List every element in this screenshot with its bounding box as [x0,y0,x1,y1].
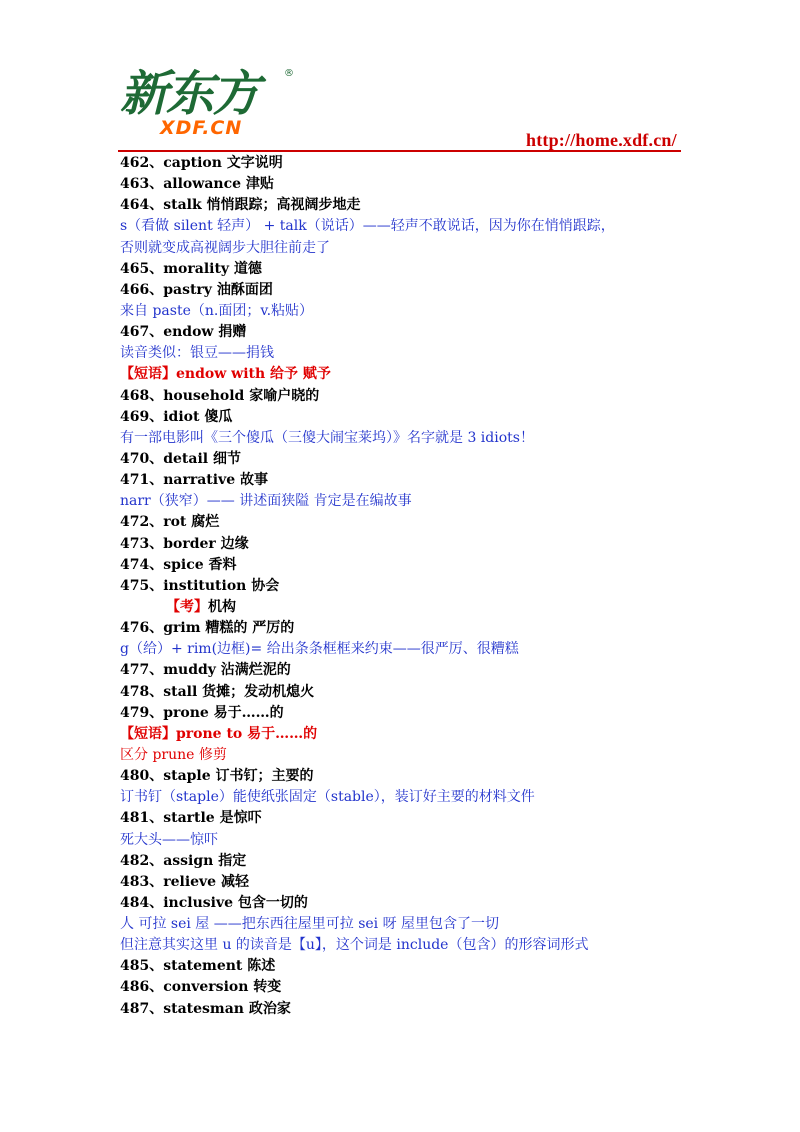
mnemonic-note: 但注意其实这里 u 的读音是【u】，这个词是 include（包含）的形容词形式 [120,937,589,954]
xdf-logo-graphic [118,62,298,140]
vocab-entry: 484、inclusive 包含一切的 [120,894,308,911]
vocab-list [120,153,690,1020]
mnemonic-note: 订书钉（staple）能使纸张固定（stable），装订好主要的材料文件 [120,789,535,806]
vocab-entry: 462、caption 文字说明 [120,155,283,171]
vocab-entry: 463、allowance 津贴 [120,176,274,193]
vocab-entry: 477、muddy 沾满烂泥的 [120,662,291,679]
mnemonic-note: 人 可拉 sei 屋 ——把东西往屋里可拉 sei 呀 屋里包含了一切 [120,916,500,933]
mnemonic-note: 来自 paste（n.面团；v.粘贴） [120,302,314,319]
vocab-entry: 468、household 家喻户晓的 [120,387,320,404]
vocab-entry: 487、statesman 政治家 [120,1000,291,1017]
vocab-entry: 464、stalk 悄悄跟踪；高视阔步地走 [120,197,361,214]
xdf-logo [118,62,298,140]
vocab-entry: 475、institution 协会 [120,577,280,594]
phrase-line: 【短语】prone to 易于……的 [120,725,318,742]
logo-text: 新东方 [120,66,259,122]
vocab-entry: 470、detail 细节 [120,450,241,467]
exam-tag: 【考】 [166,598,208,615]
mnemonic-note: g（给）+ rim(边框)= 给出条条框框来约束——很严厉、很糟糕 [120,641,519,658]
vocab-entry: 476、grim 糟糕的 严厉的 [120,620,295,637]
vocab-entry: 473、border 边缘 [120,535,249,552]
mnemonic-note: 否则就变成高视阔步大胆往前走了 [120,239,330,256]
phrase-line: 【短语】endow with 给予 赋予 [120,366,331,383]
vocab-entry: 481、startle 是惊吓 [120,810,262,827]
logo-sub: XDF.CN [160,117,243,139]
vocab-entry: 485、statement 陈述 [120,958,276,975]
mnemonic-note: narr（狭窄）—— 讲述面狭隘 肯定是在编故事 [120,493,412,510]
vocab-entry: 482、assign 指定 [120,852,247,869]
vocab-entry: 479、prone 易于……的 [120,704,284,721]
vocab-entry: 465、morality 道德 [120,260,262,277]
exam-line [120,597,690,618]
mnemonic-note: 死大头——惊吓 [120,831,218,848]
mnemonic-note: 读音类似：银豆——捐钱 [120,345,274,362]
vocab-entry: 480、staple 订书钉；主要的 [120,768,314,785]
vocab-entry: 483、relieve 减轻 [120,873,249,890]
vocab-entry: 467、endow 捐赠 [120,324,247,341]
vocab-entry: 486、conversion 转变 [120,979,282,996]
exam-text: 机构 [208,598,236,615]
mnemonic-note: 有一部电影叫《三个傻瓜（三傻大闹宝莱坞）》名字就是 3 idiots！ [120,429,534,446]
vocab-entry: 472、rot 腐烂 [120,514,220,531]
mnemonic-note: s（看做 silent 轻声） + talk（说话）——轻声不敢说话，因为你在悄悄跟踪， [120,218,615,235]
vocab-entry: 469、idiot 傻瓜 [120,408,233,425]
vocab-entry: 466、pastry 油酥面团 [120,281,273,298]
vocab-entry: 474、spice 香料 [120,556,237,573]
vocab-entry: 471、narrative 故事 [120,472,268,489]
header-url[interactable]: http://home.xdf.cn/ [526,130,677,150]
header-divider [118,150,681,152]
vocab-entry: 478、stall 货摊；发动机熄火 [120,683,315,700]
distinguish-note: 区分 prune 修剪 [120,746,227,763]
registered-mark: ® [284,68,294,79]
